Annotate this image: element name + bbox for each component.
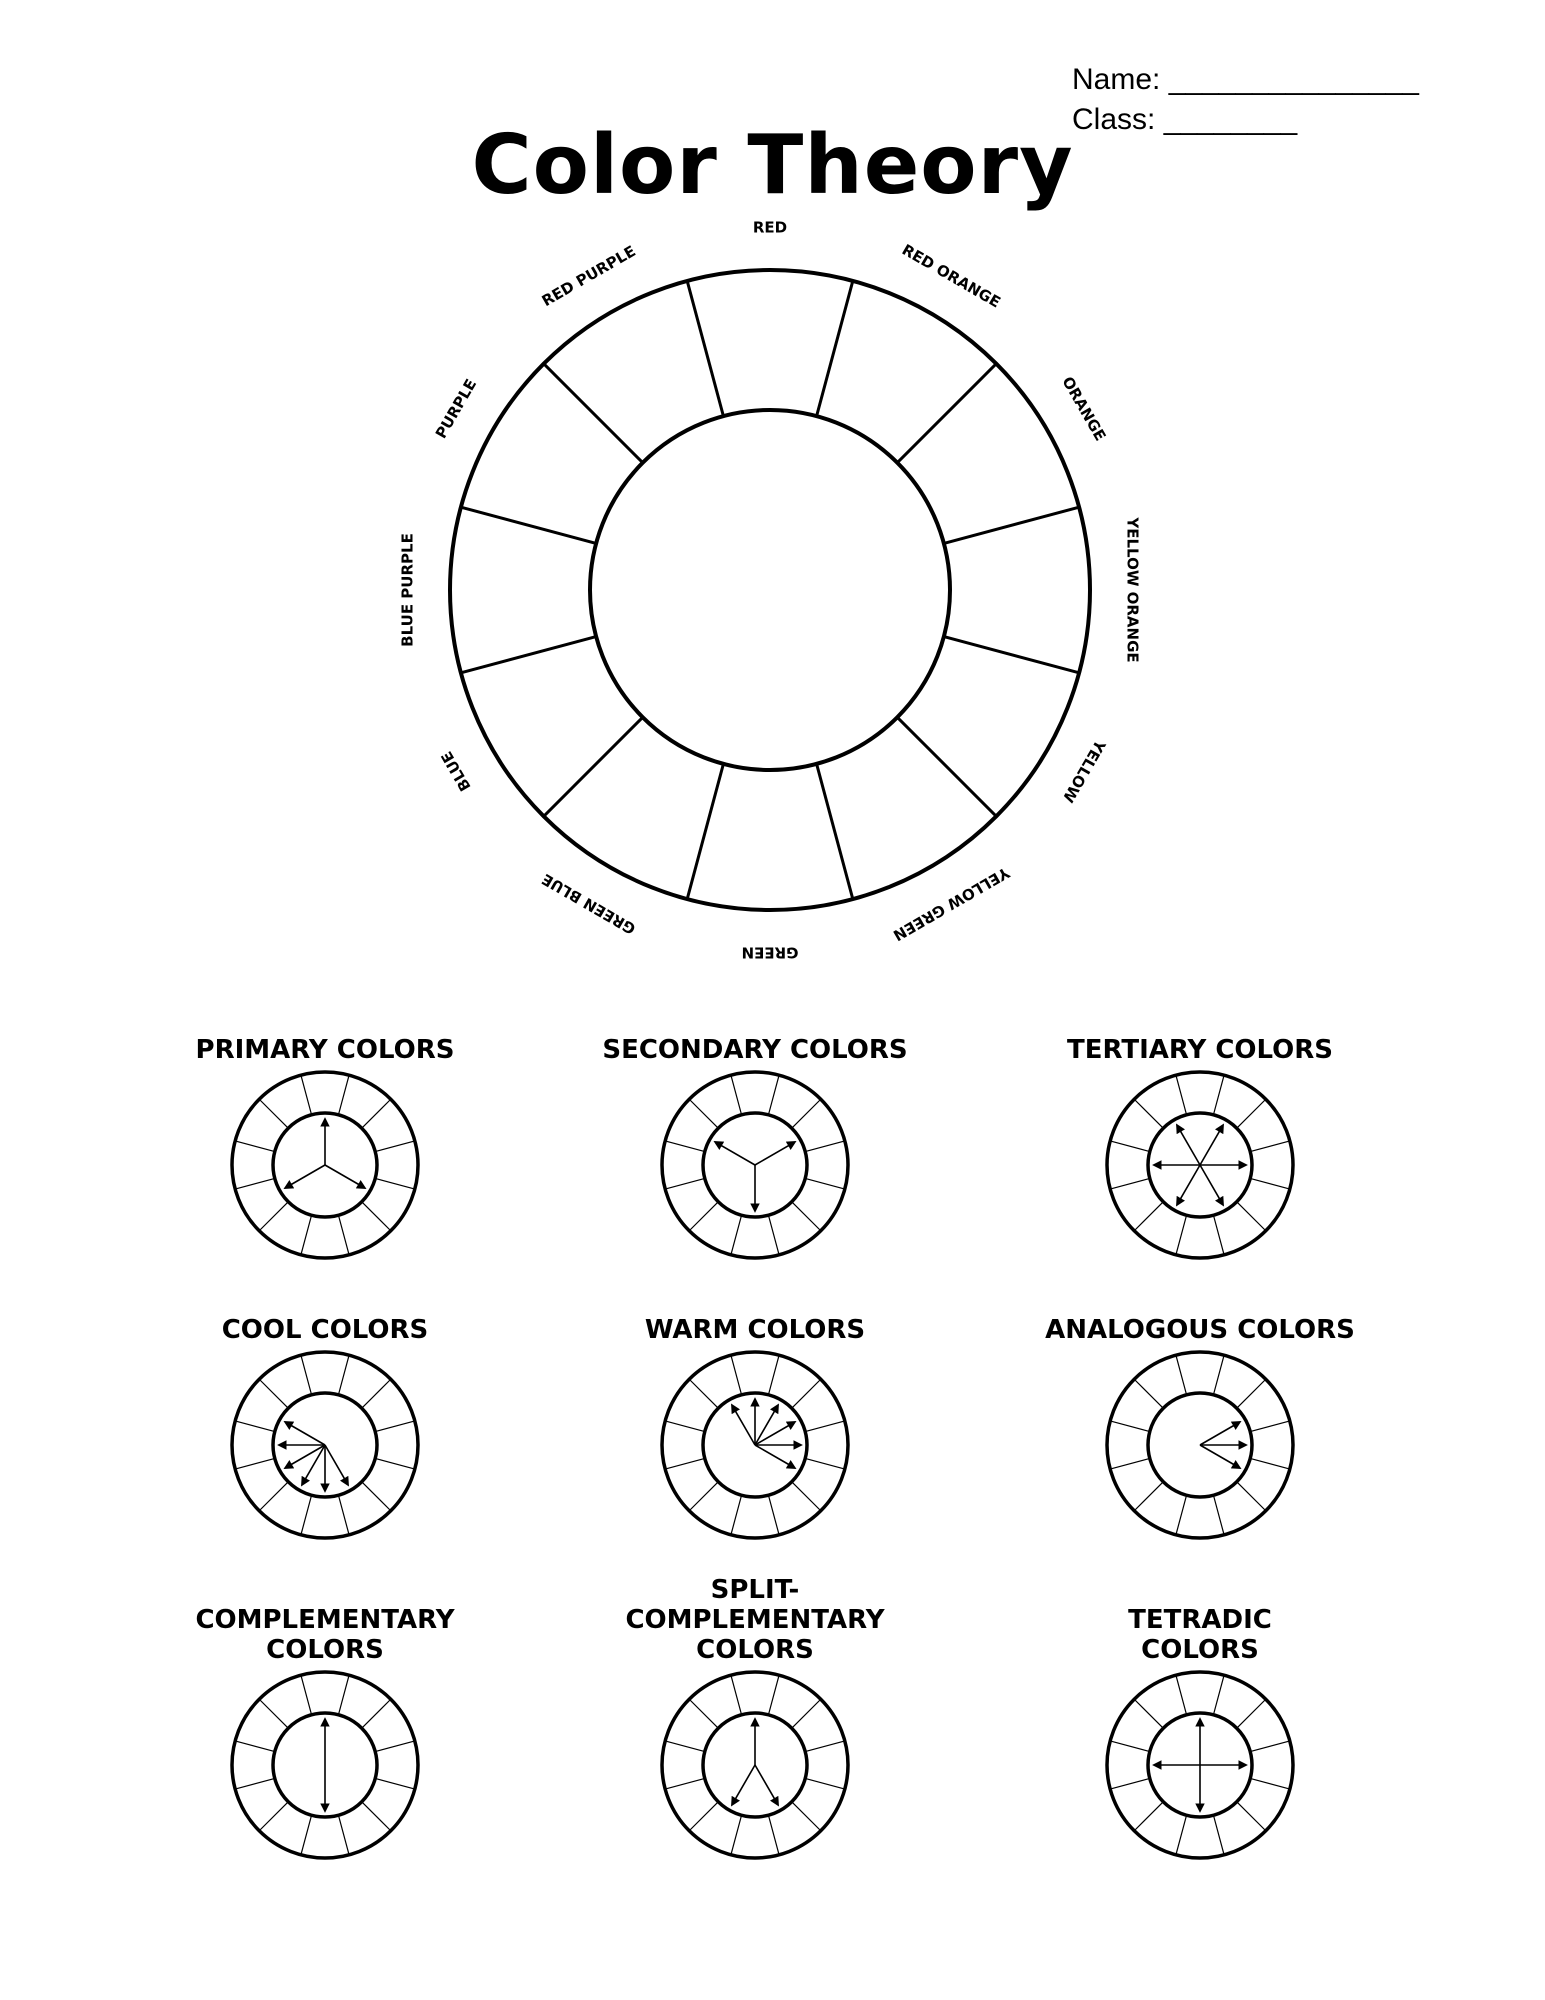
scheme-segment-divider bbox=[301, 1075, 312, 1115]
scheme-title: WARM COLORS bbox=[644, 1315, 866, 1345]
scheme-segment-divider bbox=[301, 1815, 312, 1855]
scheme-segment-divider bbox=[792, 1379, 821, 1408]
scheme-segment-divider bbox=[665, 1141, 705, 1152]
wheel-segment-divider bbox=[817, 764, 853, 899]
scheme-segment-divider bbox=[665, 1741, 705, 1752]
scheme-segment-divider bbox=[768, 1215, 779, 1255]
scheme-segment-divider bbox=[805, 1141, 845, 1152]
scheme-segment-divider bbox=[1237, 1482, 1266, 1511]
scheme-segment-divider bbox=[1110, 1778, 1150, 1789]
scheme-wheel bbox=[1100, 1345, 1300, 1545]
scheme-arrow bbox=[755, 1445, 795, 1468]
wheel-label: GREEN bbox=[741, 943, 799, 962]
scheme-segment-divider bbox=[259, 1379, 288, 1408]
scheme-segment-divider bbox=[1134, 1379, 1163, 1408]
scheme-segment-divider bbox=[362, 1099, 391, 1128]
scheme-segment-divider bbox=[301, 1495, 312, 1535]
scheme-segment-divider bbox=[1176, 1495, 1187, 1535]
scheme-segment-divider bbox=[731, 1675, 742, 1715]
scheme-segment-divider bbox=[1134, 1802, 1163, 1831]
scheme-segment-divider bbox=[362, 1699, 391, 1728]
scheme-segment-divider bbox=[1250, 1421, 1290, 1432]
wheel-label: RED bbox=[752, 218, 788, 237]
scheme-segment-divider bbox=[301, 1355, 312, 1395]
scheme-segment-divider bbox=[259, 1482, 288, 1511]
scheme-wheel bbox=[655, 1345, 855, 1545]
scheme-segment-divider bbox=[768, 1355, 779, 1395]
scheme-arrow bbox=[1200, 1165, 1223, 1205]
scheme-segment-divider bbox=[362, 1202, 391, 1231]
scheme-segment-divider bbox=[1237, 1379, 1266, 1408]
scheme-arrow bbox=[1200, 1422, 1240, 1445]
scheme-segment-divider bbox=[338, 1075, 349, 1115]
scheme-segment-divider bbox=[235, 1141, 275, 1152]
scheme-title: TETRADIC COLORS bbox=[1128, 1605, 1272, 1665]
scheme-segment-divider bbox=[338, 1675, 349, 1715]
scheme-segment-divider bbox=[1176, 1075, 1187, 1115]
scheme-segment-divider bbox=[1213, 1675, 1224, 1715]
scheme-segment-divider bbox=[665, 1421, 705, 1432]
wheel-segment-divider bbox=[687, 281, 723, 416]
wheel-segment-divider bbox=[461, 637, 596, 673]
scheme-segment-divider bbox=[1110, 1141, 1150, 1152]
page-title: Color Theory bbox=[471, 118, 1074, 213]
scheme-segment-divider bbox=[805, 1178, 845, 1189]
scheme-segment-divider bbox=[665, 1458, 705, 1469]
scheme-arrow bbox=[325, 1445, 348, 1485]
scheme-wheel bbox=[225, 1345, 425, 1545]
scheme-segment-divider bbox=[235, 1421, 275, 1432]
scheme-segment-divider bbox=[1213, 1075, 1224, 1115]
scheme-segment-divider bbox=[1110, 1458, 1150, 1469]
wheel-label: BLUE bbox=[437, 748, 475, 795]
wheel-segment-divider bbox=[461, 507, 596, 543]
scheme-segment-divider bbox=[235, 1178, 275, 1189]
scheme-segment-divider bbox=[768, 1815, 779, 1855]
scheme-segment-divider bbox=[1250, 1778, 1290, 1789]
scheme-arrow bbox=[715, 1142, 755, 1165]
wheel-label: YELLOW bbox=[1058, 736, 1109, 806]
scheme-segment-divider bbox=[805, 1458, 845, 1469]
scheme-segment-divider bbox=[338, 1495, 349, 1535]
wheel-label: RED ORANGE bbox=[898, 240, 1004, 312]
scheme-segment-divider bbox=[1213, 1215, 1224, 1255]
scheme-segment-divider bbox=[1213, 1355, 1224, 1395]
scheme-segment-divider bbox=[1134, 1482, 1163, 1511]
scheme-segment-divider bbox=[792, 1482, 821, 1511]
scheme-title: SECONDARY COLORS bbox=[602, 1035, 908, 1065]
scheme-segment-divider bbox=[1176, 1355, 1187, 1395]
scheme-segment-divider bbox=[768, 1075, 779, 1115]
scheme-segment-divider bbox=[689, 1482, 718, 1511]
wheel-segment-divider bbox=[897, 717, 996, 816]
scheme-segment-divider bbox=[792, 1802, 821, 1831]
scheme-segment-divider bbox=[259, 1802, 288, 1831]
wheel-label: YELLOW GREEN bbox=[889, 863, 1013, 945]
scheme-wheel bbox=[225, 1065, 425, 1265]
scheme-arrow bbox=[1200, 1445, 1240, 1468]
scheme-segment-divider bbox=[805, 1778, 845, 1789]
scheme-title: COOL COLORS bbox=[221, 1315, 429, 1345]
scheme-wheel bbox=[1100, 1665, 1300, 1865]
scheme-segment-divider bbox=[1250, 1178, 1290, 1189]
scheme-segment-divider bbox=[338, 1815, 349, 1855]
scheme-arrow bbox=[1177, 1125, 1200, 1165]
wheel-segment-divider bbox=[544, 364, 643, 463]
scheme-title: TERTIARY COLORS bbox=[1066, 1035, 1334, 1065]
name-field[interactable] bbox=[1072, 60, 1419, 100]
scheme-segment-divider bbox=[1250, 1741, 1290, 1752]
scheme-segment-divider bbox=[1250, 1458, 1290, 1469]
scheme-segment-divider bbox=[362, 1802, 391, 1831]
main-color-wheel bbox=[340, 210, 1200, 990]
scheme-segment-divider bbox=[1176, 1675, 1187, 1715]
scheme-segment-divider bbox=[1134, 1099, 1163, 1128]
wheel-segment-divider bbox=[687, 764, 723, 899]
name-blank: _______________ bbox=[1168, 63, 1419, 96]
scheme-segment-divider bbox=[1237, 1202, 1266, 1231]
scheme-segment-divider bbox=[235, 1778, 275, 1789]
scheme-segment-divider bbox=[792, 1202, 821, 1231]
scheme-segment-divider bbox=[301, 1215, 312, 1255]
scheme-arrow bbox=[732, 1765, 755, 1805]
scheme-wheel bbox=[1100, 1065, 1300, 1265]
scheme-arrow bbox=[285, 1165, 325, 1188]
scheme-arrow bbox=[325, 1165, 365, 1188]
wheel-segment-divider bbox=[817, 281, 853, 416]
wheel-label: ORANGE bbox=[1058, 373, 1110, 445]
scheme-segment-divider bbox=[375, 1778, 415, 1789]
scheme-segment-divider bbox=[235, 1458, 275, 1469]
scheme-segment-divider bbox=[375, 1421, 415, 1432]
scheme-segment-divider bbox=[1213, 1815, 1224, 1855]
scheme-segment-divider bbox=[768, 1495, 779, 1535]
scheme-segment-divider bbox=[1237, 1802, 1266, 1831]
scheme-segment-divider bbox=[259, 1202, 288, 1231]
scheme-segment-divider bbox=[375, 1178, 415, 1189]
scheme-arrow bbox=[1177, 1165, 1200, 1205]
scheme-segment-divider bbox=[1250, 1141, 1290, 1152]
scheme-arrow bbox=[755, 1142, 795, 1165]
name-label: Name: bbox=[1072, 63, 1161, 96]
scheme-segment-divider bbox=[1110, 1178, 1150, 1189]
scheme-segment-divider bbox=[689, 1802, 718, 1831]
scheme-wheel bbox=[655, 1065, 855, 1265]
wheel-label: PURPLE bbox=[431, 375, 481, 442]
scheme-segment-divider bbox=[665, 1178, 705, 1189]
scheme-wheel bbox=[225, 1665, 425, 1865]
scheme-segment-divider bbox=[338, 1215, 349, 1255]
scheme-segment-divider bbox=[375, 1141, 415, 1152]
scheme-wheel bbox=[655, 1665, 855, 1865]
scheme-segment-divider bbox=[338, 1355, 349, 1395]
scheme-segment-divider bbox=[1134, 1699, 1163, 1728]
scheme-segment-divider bbox=[235, 1741, 275, 1752]
scheme-segment-divider bbox=[768, 1675, 779, 1715]
scheme-segment-divider bbox=[1176, 1815, 1187, 1855]
scheme-segment-divider bbox=[1237, 1099, 1266, 1128]
wheel-label: RED PURPLE bbox=[538, 242, 639, 311]
scheme-arrow bbox=[732, 1405, 755, 1445]
class-label: Class: bbox=[1072, 103, 1156, 136]
scheme-segment-divider bbox=[689, 1379, 718, 1408]
scheme-segment-divider bbox=[1110, 1741, 1150, 1752]
scheme-segment-divider bbox=[805, 1421, 845, 1432]
scheme-arrow bbox=[755, 1765, 778, 1805]
scheme-segment-divider bbox=[731, 1495, 742, 1535]
scheme-segment-divider bbox=[362, 1482, 391, 1511]
class-blank: ________ bbox=[1163, 103, 1298, 136]
scheme-segment-divider bbox=[1134, 1202, 1163, 1231]
scheme-arrow bbox=[1200, 1125, 1223, 1165]
scheme-arrow bbox=[285, 1422, 325, 1445]
wheel-label: YELLOW ORANGE bbox=[1123, 517, 1142, 663]
scheme-segment-divider bbox=[731, 1355, 742, 1395]
scheme-segment-divider bbox=[689, 1099, 718, 1128]
scheme-segment-divider bbox=[259, 1099, 288, 1128]
scheme-segment-divider bbox=[792, 1099, 821, 1128]
scheme-segment-divider bbox=[1110, 1421, 1150, 1432]
scheme-segment-divider bbox=[301, 1675, 312, 1715]
scheme-segment-divider bbox=[1176, 1215, 1187, 1255]
scheme-title: PRIMARY COLORS bbox=[195, 1035, 455, 1065]
scheme-segment-divider bbox=[689, 1202, 718, 1231]
scheme-title: SPLIT- COMPLEMENTARY COLORS bbox=[625, 1575, 885, 1665]
scheme-segment-divider bbox=[792, 1699, 821, 1728]
scheme-segment-divider bbox=[362, 1379, 391, 1408]
scheme-segment-divider bbox=[731, 1075, 742, 1115]
scheme-segment-divider bbox=[1237, 1699, 1266, 1728]
wheel-label: GREEN BLUE bbox=[538, 869, 639, 938]
wheel-segment-divider bbox=[897, 364, 996, 463]
scheme-segment-divider bbox=[665, 1778, 705, 1789]
wheel-label: BLUE PURPLE bbox=[398, 533, 417, 647]
scheme-title: ANALOGOUS COLORS bbox=[1045, 1315, 1355, 1345]
wheel-segment-divider bbox=[944, 507, 1079, 543]
wheel-segment-divider bbox=[544, 717, 643, 816]
scheme-segment-divider bbox=[1213, 1495, 1224, 1535]
scheme-segment-divider bbox=[259, 1699, 288, 1728]
scheme-segment-divider bbox=[375, 1741, 415, 1752]
scheme-segment-divider bbox=[731, 1215, 742, 1255]
scheme-segment-divider bbox=[375, 1458, 415, 1469]
wheel-segment-divider bbox=[944, 637, 1079, 673]
scheme-segment-divider bbox=[805, 1741, 845, 1752]
scheme-title: COMPLEMENTARY COLORS bbox=[195, 1605, 455, 1665]
scheme-segment-divider bbox=[731, 1815, 742, 1855]
scheme-segment-divider bbox=[689, 1699, 718, 1728]
wheel-inner-circle[interactable] bbox=[590, 410, 950, 770]
